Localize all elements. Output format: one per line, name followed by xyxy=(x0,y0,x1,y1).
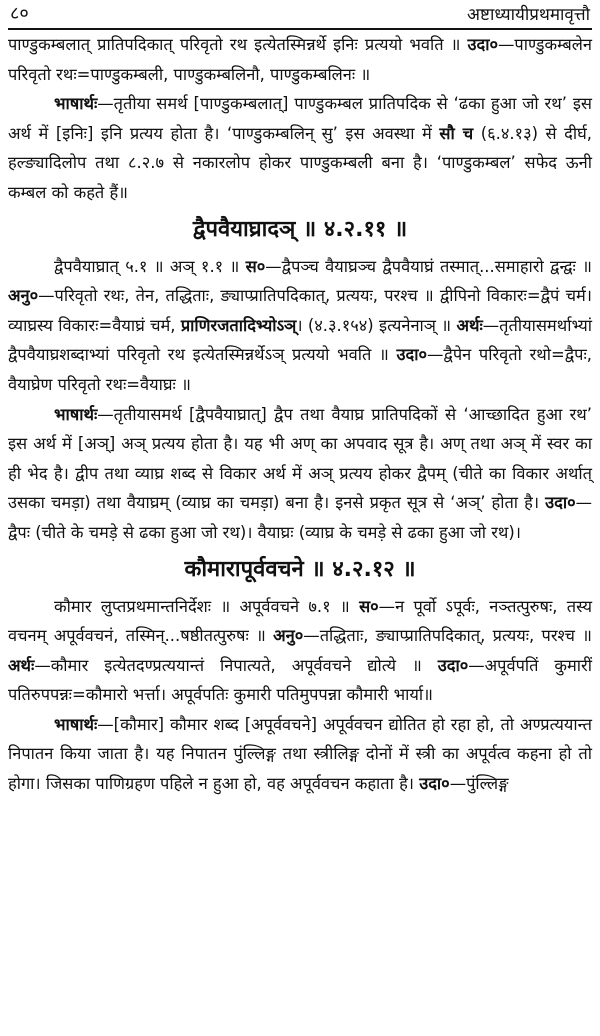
artha-text: —तृतीयासमर्थाभ्यां द्वैपवैयाघ्रशब्दाभ्यां परिवृतो रथ इत्येतस्मिन्नर्थेऽञ् प्रत्ययो भवति ॥ xyxy=(8,315,593,365)
samasa-text: —न पूर्वो ऽपूर्वः, नञ्तत्पुरुषः, तस्य वचनम् अपूर्ववचनं, तस्मिन्...षष्ठीतत्पुरुषः ॥ xyxy=(8,596,592,646)
udaharana-text: —पाण्डुकम्बलेन परिवृतो रथः=पाण्डुकम्बली, पाण्डुकम्बलिनौ, पाण्डुकम्बलिनः ॥ xyxy=(8,35,592,84)
udaharana-text: —अपूर्वपतिं कुमारीं पतिरुपपन्नः=कौमारो भर्त्ता। अपूर्वपतिः कुमारी पतिमुपपन्ना कौमारी भार्या॥ xyxy=(8,655,592,705)
anuvritti-text: —परिवृतो रथः, तेन, तद्धिताः, ङ्याप्प्रातिपदिकात्, प्रत्ययः, परश्च ॥ द्वीपिनो विकारः=द्वैपं चर्म। व्याघ्रस्य विकारः=वैयाघ्रं चर्म, xyxy=(8,286,592,335)
sutra-heading-4-2-11: द्वैपवैयाघ्रादञ् ॥ ४.२.११ ॥ xyxy=(192,216,408,242)
artha-label: अर्थः xyxy=(8,655,35,675)
paragraph-bhasharth-3 xyxy=(8,710,592,799)
bhasharth-label: भाषार्थः xyxy=(54,714,98,734)
bhasharth-text: —[कौमार] कौमार शब्द [अपूर्ववचने] अपूर्ववचन द्योतित हो रहा हो, तो अण्प्रत्ययान्त निपातन किया जाता है। यह निपातन पुंल्लिङ्ग तथा स्त्रीलिङ्ग दोनों में स्त्री का अपूर्वत्व कहना हो तो होगा। जिसका पाणिग्रहण पहिले न हुआ हो, वह अपूर्ववचन कहाता है। xyxy=(8,714,592,794)
sutra-reference: सौ च xyxy=(439,123,474,143)
udaharana-text: —पुंल्लिङ्ग xyxy=(449,774,509,794)
sutra-heading-4-2-12: कौमारापूर्ववचने ॥ ४.२.१२ ॥ xyxy=(184,556,416,582)
paragraph-vritti-3 xyxy=(8,592,592,710)
samasa-label: स० xyxy=(245,256,266,276)
udaharana-label: उदा० xyxy=(545,493,576,513)
sutra-reference: प्राणिरजतादिभ्योऽञ् xyxy=(180,315,297,335)
paragraph-bhasharth-2 xyxy=(8,400,592,548)
bhasharth-label: भाषार्थः xyxy=(54,404,98,424)
artha-label: अर्थः xyxy=(456,315,483,335)
reference-number: । (४.३.१५४) इत्यनेनाञ् ॥ xyxy=(296,315,457,335)
udaharana-label: उदा० xyxy=(396,345,427,365)
page-number: ८० xyxy=(10,3,29,24)
udaharana-text: —द्वैपः (चीते के चमड़े से ढका हुआ जो रथ)। वैयाघ्रः (व्याघ्र के चमड़े से ढका हुआ जो रथ)। xyxy=(8,493,592,542)
paragraph-bhasharth-1 xyxy=(8,89,592,207)
udaharana-text: —द्वैपेन परिवृतो रथो=द्वैपः, वैयाघ्रेण परिवृतो रथः=वैयाघ्रः ॥ xyxy=(8,345,592,394)
samasa-text: —द्वैपञ्च वैयाघ्रञ्च द्वैपवैयाघ्रं तस्मात्...समाहारो द्वन्द्वः ॥ xyxy=(265,256,592,276)
paragraph-vritti-1 xyxy=(8,30,592,89)
samasa-label: स० xyxy=(359,596,379,616)
udaharana-label: उदा० xyxy=(467,35,499,54)
anuvritti-label: अनु० xyxy=(273,626,304,646)
padaccheda-text: कौमार लुप्तप्रथमान्तनिर्देशः ॥ अपूर्ववचने ७.१ ॥ xyxy=(54,596,360,616)
anuvritti-text: —तद्धिताः, ङ्याप्प्रातिपदिकात्, प्रत्ययः, परश्च ॥ xyxy=(303,626,592,646)
running-title: अष्टाध्यायीप्रथमावृत्तौ xyxy=(467,5,590,25)
vritti-text: पाण्डुकम्बलात् प्रातिपदिकात् परिवृतो रथ इत्येतस्मिन्नर्थे इनिः प्रत्ययो भवति ॥ xyxy=(8,35,468,54)
bhasharth-text: —तृतीयासमर्थ [द्वैपवैयाघ्रात्] द्वैप तथा वैयाघ्र प्रातिपदिकों से ‘आच्छादित हुआ रथ’ इस अर्थ में [अञ्] अञ् प्रत्यय होता है। यह भी अण् का अपवाद सूत्र है। अण् तथा अञ् में स्वर का ही भेद है। द्वीप तथा व्याघ्र शब्द से विकार अर्थ में अञ् प्रत्यय होकर द्वैपम् (चीते का विकार अर्थात् उसका चमड़ा) तथा वैयाघ्रम् (व्याघ्र का चमड़ा) बना है। इनसे प्रकृत सूत्र से ‘अञ्’ होता है। xyxy=(8,404,592,513)
bhasharth-label: भाषार्थः xyxy=(54,94,98,114)
udaharana-label: उदा० xyxy=(437,655,469,675)
padaccheda-text: द्वैपवैयाघ्रात् ५.१ ॥ अञ् १.१ ॥ xyxy=(54,256,246,276)
paragraph-vritti-2 xyxy=(8,252,592,400)
page-body xyxy=(8,30,592,799)
bhasharth-text-cont: (६.४.१३) से दीर्घ, हल्ङ्यादिलोप तथा ८.२.७ से नकारलोप होकर पाण्डुकम्बली बना है। ‘पाण्डुकम्बल’ सफेद ऊनी कम्बल को कहते हैं॥ xyxy=(8,123,593,202)
udaharana-label: उदा० xyxy=(419,774,450,794)
page-header xyxy=(8,0,592,30)
artha-text: —कौमार इत्येतदण्प्रत्ययान्तं निपात्यते, अपूर्ववचने द्योत्ये ॥ xyxy=(34,655,438,675)
anuvritti-label: अनु० xyxy=(8,286,39,306)
bhasharth-text: —तृतीया समर्थ [पाण्डुकम्बलात्] पाण्डुकम्बल प्रातिपदिक से ‘ढका हुआ जो रथ’ इस अर्थ में [इनिः] इनि प्रत्यय होता है। ‘पाण्डुकम्बलिन् सु’ इस अवस्था में xyxy=(8,94,592,143)
